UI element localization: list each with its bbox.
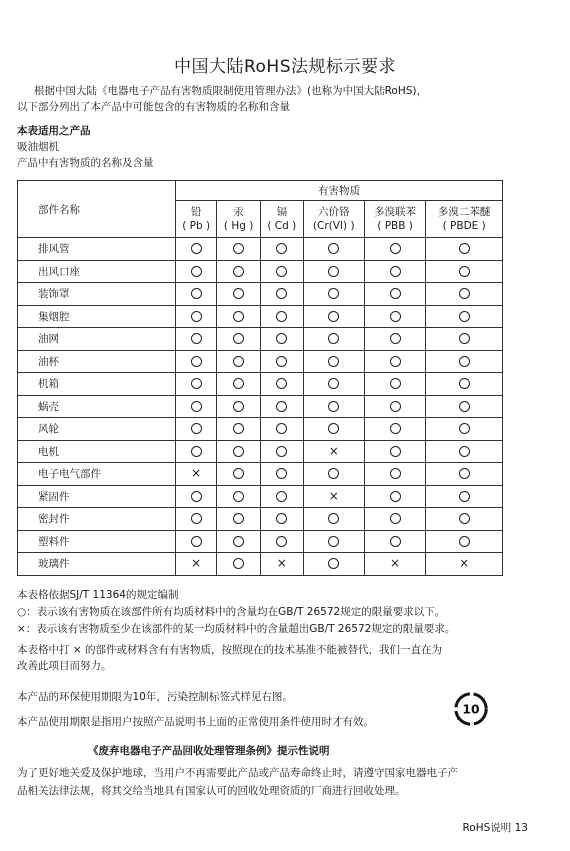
- note-o-meaning: ○：表示该有害物质在该部件所有均质材料中的含量均在GB/T 26572规定的限量要求以下。: [17, 606, 446, 618]
- compliant-circle-icon: [328, 536, 339, 547]
- recycle-line-1: 为了更好地关爱及保护地球，当用户不再需要此产品或产品寿命终止时，请遵守国家电器电子产: [17, 767, 458, 779]
- compliant-circle-icon: [233, 468, 244, 479]
- substance-mark-cell: [217, 485, 261, 508]
- table-row: [18, 395, 503, 418]
- compliant-circle-icon: [390, 536, 401, 547]
- substance-mark-cell: [426, 283, 503, 306]
- note-basis: 本表格依据SJ/T 11364的规定编制: [17, 589, 179, 601]
- compliant-circle-icon: [328, 356, 339, 367]
- part-name-cell: 电机: [18, 440, 176, 463]
- compliant-circle-icon: [328, 333, 339, 344]
- substance-mark-cell: [176, 463, 217, 486]
- substance-mark-cell: [260, 508, 303, 531]
- substance-mark-cell: [426, 350, 503, 373]
- substance-mark-cell: [303, 260, 364, 283]
- compliant-circle-icon: [328, 266, 339, 277]
- substance-mark-cell: [176, 328, 217, 351]
- substance-mark-cell: [260, 553, 303, 576]
- substance-column-header: [426, 201, 503, 238]
- compliant-circle-icon: [276, 333, 287, 344]
- compliant-circle-icon: [328, 378, 339, 389]
- substance-mark-cell: [176, 440, 217, 463]
- table-caption: 产品中有害物质的名称及含量: [17, 157, 154, 169]
- substance-mark-cell: [217, 328, 261, 351]
- substance-mark-cell: [364, 553, 426, 576]
- exceeds-limit-cross-icon: ×: [328, 443, 339, 458]
- substance-symbol: (Cr(VI) ): [312, 220, 355, 232]
- substance-mark-cell: [303, 418, 364, 441]
- substance-mark-cell: [217, 350, 261, 373]
- compliant-circle-icon: [276, 536, 287, 547]
- substance-symbol: ( Pb ): [182, 220, 211, 232]
- table-row: [18, 418, 503, 441]
- compliant-circle-icon: [390, 378, 401, 389]
- substance-name: 多溴联苯: [374, 206, 417, 218]
- substance-mark-cell: [426, 485, 503, 508]
- compliant-circle-icon: [459, 401, 470, 412]
- substance-mark-cell: [364, 530, 426, 553]
- substance-mark-cell: [260, 530, 303, 553]
- part-name-cell: 集烟腔: [18, 305, 176, 328]
- substance-mark-cell: [217, 508, 261, 531]
- compliant-circle-icon: [191, 311, 202, 322]
- compliant-circle-icon: [459, 333, 470, 344]
- compliant-circle-icon: [233, 266, 244, 277]
- exceeds-limit-cross-icon: ×: [191, 466, 202, 481]
- substance-mark-cell: [260, 260, 303, 283]
- substance-name: 多溴二苯醚: [437, 206, 491, 218]
- table-row: [18, 328, 503, 351]
- substance-symbol: ( Cd ): [267, 220, 297, 232]
- substance-mark-cell: [426, 238, 503, 261]
- compliant-circle-icon: [191, 536, 202, 547]
- substance-group-header: 有害物质: [176, 181, 503, 201]
- compliant-circle-icon: [459, 243, 470, 254]
- substance-mark-cell: [426, 463, 503, 486]
- compliant-circle-icon: [390, 468, 401, 479]
- compliant-circle-icon: [459, 266, 470, 277]
- compliant-circle-icon: [459, 311, 470, 322]
- compliant-circle-icon: [276, 491, 287, 502]
- substance-mark-cell: [176, 373, 217, 396]
- table-row: [18, 530, 503, 553]
- compliant-circle-icon: [390, 288, 401, 299]
- compliant-circle-icon: [233, 401, 244, 412]
- substance-mark-cell: [364, 238, 426, 261]
- part-name-cell: 密封件: [18, 508, 176, 531]
- compliant-circle-icon: [191, 401, 202, 412]
- table-row: [18, 305, 503, 328]
- compliant-circle-icon: [390, 513, 401, 524]
- part-name-cell: 塑料件: [18, 530, 176, 553]
- compliant-circle-icon: [233, 243, 244, 254]
- substance-mark-cell: [303, 283, 364, 306]
- compliant-circle-icon: [328, 288, 339, 299]
- compliant-circle-icon: [276, 266, 287, 277]
- part-name-cell: 排风管: [18, 238, 176, 261]
- substance-symbol: ( PBDE ): [442, 220, 486, 232]
- substance-mark-cell: [260, 283, 303, 306]
- env-period-text: 本产品的环保使用期限为10年，污染控制标签式样见右图。: [17, 691, 293, 703]
- substance-mark-cell: [426, 328, 503, 351]
- compliant-circle-icon: [276, 288, 287, 299]
- substance-mark-cell: [303, 508, 364, 531]
- substance-name: 铅: [190, 206, 202, 218]
- compliant-circle-icon: [276, 311, 287, 322]
- substance-mark-cell: [176, 238, 217, 261]
- substance-mark-cell: [364, 485, 426, 508]
- substance-mark-cell: [426, 508, 503, 531]
- substance-mark-cell: [176, 305, 217, 328]
- compliant-circle-icon: [276, 356, 287, 367]
- compliant-circle-icon: [459, 491, 470, 502]
- table-row: [18, 508, 503, 531]
- substance-mark-cell: [260, 485, 303, 508]
- product-name: 吸油烟机: [17, 141, 59, 153]
- exceeds-limit-cross-icon: ×: [328, 488, 339, 503]
- substance-mark-cell: [260, 350, 303, 373]
- substance-mark-cell: [260, 328, 303, 351]
- compliant-circle-icon: [191, 491, 202, 502]
- exceeds-limit-cross-icon: ×: [459, 556, 470, 571]
- environment-protection-period-icon: [452, 690, 490, 728]
- compliant-circle-icon: [233, 288, 244, 299]
- compliant-circle-icon: [233, 513, 244, 524]
- compliant-circle-icon: [191, 266, 202, 277]
- substance-column-header: [176, 201, 217, 238]
- part-name-cell: 玻璃件: [18, 553, 176, 576]
- substance-mark-cell: [176, 508, 217, 531]
- compliant-circle-icon: [233, 311, 244, 322]
- intro-line-2: 以下部分列出了本产品中可能包含的有害物质的名称和含量: [17, 101, 290, 113]
- recycle-line-2: 品相关法律法规，将其交给当地具有国家认可的回收处理资质的厂商进行回收处理。: [17, 785, 406, 797]
- substance-mark-cell: [217, 530, 261, 553]
- part-name-cell: 风轮: [18, 418, 176, 441]
- substance-mark-cell: [176, 395, 217, 418]
- substance-mark-cell: [260, 305, 303, 328]
- substance-symbol: ( PBB ): [377, 220, 413, 232]
- compliant-circle-icon: [233, 333, 244, 344]
- compliant-circle-icon: [459, 513, 470, 524]
- compliant-circle-icon: [328, 513, 339, 524]
- compliant-circle-icon: [390, 243, 401, 254]
- substance-mark-cell: [260, 418, 303, 441]
- substance-mark-cell: [426, 395, 503, 418]
- compliant-circle-icon: [390, 356, 401, 367]
- table-row: [18, 485, 503, 508]
- compliant-circle-icon: [276, 401, 287, 412]
- exceeds-limit-cross-icon: ×: [191, 556, 202, 571]
- substance-mark-cell: [364, 328, 426, 351]
- substance-mark-cell: [426, 440, 503, 463]
- compliant-circle-icon: [191, 378, 202, 389]
- part-name-cell: 出风口座: [18, 260, 176, 283]
- part-name-cell: 机箱: [18, 373, 176, 396]
- substance-mark-cell: [364, 463, 426, 486]
- compliant-circle-icon: [459, 423, 470, 434]
- substance-mark-cell: [303, 328, 364, 351]
- compliant-circle-icon: [328, 311, 339, 322]
- substance-mark-cell: [217, 440, 261, 463]
- table-row: [18, 553, 503, 576]
- substance-mark-cell: [364, 283, 426, 306]
- compliant-circle-icon: [233, 446, 244, 457]
- table-row: [18, 463, 503, 486]
- substance-mark-cell: [176, 350, 217, 373]
- table-row: [18, 238, 503, 261]
- substance-mark-cell: [303, 440, 364, 463]
- substance-mark-cell: [176, 260, 217, 283]
- compliant-circle-icon: [276, 446, 287, 457]
- substance-mark-cell: [426, 418, 503, 441]
- compliant-circle-icon: [328, 558, 339, 569]
- substance-mark-cell: [426, 305, 503, 328]
- substance-column-header: [217, 201, 261, 238]
- exceeds-limit-cross-icon: ×: [390, 556, 401, 571]
- substance-mark-cell: [260, 373, 303, 396]
- compliant-circle-icon: [390, 333, 401, 344]
- compliant-circle-icon: [276, 243, 287, 254]
- compliant-circle-icon: [191, 356, 202, 367]
- substance-mark-cell: [217, 395, 261, 418]
- substance-mark-cell: [217, 283, 261, 306]
- substance-mark-cell: [364, 305, 426, 328]
- substance-mark-cell: [217, 418, 261, 441]
- substance-column-header: [303, 201, 364, 238]
- substance-mark-cell: [217, 260, 261, 283]
- substance-mark-cell: [217, 305, 261, 328]
- substance-mark-cell: [364, 418, 426, 441]
- compliant-circle-icon: [233, 378, 244, 389]
- compliant-circle-icon: [233, 491, 244, 502]
- substance-mark-cell: [364, 373, 426, 396]
- substance-symbol: ( Hg ): [223, 220, 254, 232]
- intro-line-1: 根据中国大陆《电器电子产品有害物质限制使用管理办法》(也称为中国大陆RoHS)，: [34, 85, 427, 97]
- compliant-circle-icon: [328, 423, 339, 434]
- logo-number: 10: [462, 702, 480, 717]
- compliant-circle-icon: [191, 446, 202, 457]
- compliant-circle-icon: [233, 423, 244, 434]
- table-row: [18, 373, 503, 396]
- compliant-circle-icon: [276, 423, 287, 434]
- compliant-circle-icon: [390, 446, 401, 457]
- substance-mark-cell: [303, 463, 364, 486]
- substance-mark-cell: [176, 485, 217, 508]
- substance-mark-cell: [303, 373, 364, 396]
- part-name-cell: 紧固件: [18, 485, 176, 508]
- compliant-circle-icon: [459, 536, 470, 547]
- exceeds-limit-cross-icon: ×: [276, 556, 287, 571]
- substance-mark-cell: [364, 350, 426, 373]
- substance-mark-cell: [303, 485, 364, 508]
- table-row: [18, 283, 503, 306]
- compliant-circle-icon: [459, 378, 470, 389]
- substance-mark-cell: [303, 305, 364, 328]
- compliant-circle-icon: [191, 333, 202, 344]
- substance-mark-cell: [426, 373, 503, 396]
- substance-name: 汞: [233, 206, 244, 218]
- product-heading: 本表适用之产品: [17, 125, 91, 137]
- table-row: [18, 350, 503, 373]
- compliant-circle-icon: [390, 423, 401, 434]
- recycle-heading: 《废弃电器电子产品回收处理管理条例》提示性说明: [88, 745, 330, 757]
- hazardous-substance-table: [17, 180, 503, 576]
- compliant-circle-icon: [459, 446, 470, 457]
- note-paragraph-line-2: 改善此项目而努力。: [17, 660, 112, 672]
- substance-mark-cell: [217, 463, 261, 486]
- part-name-header: 部件名称: [18, 181, 176, 238]
- compliant-circle-icon: [459, 468, 470, 479]
- compliant-circle-icon: [328, 243, 339, 254]
- substance-mark-cell: [217, 553, 261, 576]
- substance-mark-cell: [303, 395, 364, 418]
- substance-mark-cell: [176, 530, 217, 553]
- compliant-circle-icon: [459, 356, 470, 367]
- part-name-cell: 油杯: [18, 350, 176, 373]
- compliant-circle-icon: [191, 513, 202, 524]
- substance-mark-cell: [260, 395, 303, 418]
- substance-mark-cell: [426, 553, 503, 576]
- page-title: 中国大陆RoHS法规标示要求: [173, 57, 397, 77]
- substance-mark-cell: [364, 260, 426, 283]
- part-name-cell: 装饰罩: [18, 283, 176, 306]
- substance-mark-cell: [303, 350, 364, 373]
- substance-mark-cell: [217, 238, 261, 261]
- substance-mark-cell: [260, 463, 303, 486]
- substance-mark-cell: [303, 553, 364, 576]
- substance-name: 镉: [276, 206, 288, 218]
- compliant-circle-icon: [390, 491, 401, 502]
- part-name-cell: 蜗壳: [18, 395, 176, 418]
- compliant-circle-icon: [191, 243, 202, 254]
- substance-name: 六价铬: [317, 206, 350, 218]
- compliant-circle-icon: [233, 558, 244, 569]
- compliant-circle-icon: [233, 356, 244, 367]
- compliant-circle-icon: [328, 468, 339, 479]
- substance-mark-cell: [303, 238, 364, 261]
- substance-mark-cell: [303, 530, 364, 553]
- part-name-cell: 油网: [18, 328, 176, 351]
- substance-mark-cell: [426, 530, 503, 553]
- table-row: [18, 440, 503, 463]
- substance-mark-cell: [176, 553, 217, 576]
- substance-mark-cell: [260, 440, 303, 463]
- page-footer: RoHS说明 13: [462, 822, 528, 834]
- compliant-circle-icon: [390, 266, 401, 277]
- compliant-circle-icon: [191, 423, 202, 434]
- compliant-circle-icon: [276, 468, 287, 479]
- substance-mark-cell: [364, 508, 426, 531]
- substance-mark-cell: [176, 283, 217, 306]
- substance-mark-cell: [364, 440, 426, 463]
- part-name-cell: 电子电气部件: [18, 463, 176, 486]
- table-row: [18, 260, 503, 283]
- note-x-meaning: ×：表示该有害物质至少在该部件的某一均质材料中的含量超出GB/T 26572规定的限量要求。: [17, 623, 456, 635]
- compliant-circle-icon: [328, 401, 339, 412]
- compliant-circle-icon: [191, 288, 202, 299]
- compliant-circle-icon: [390, 311, 401, 322]
- substance-column-header: [260, 201, 303, 238]
- compliant-circle-icon: [390, 401, 401, 412]
- substance-mark-cell: [364, 395, 426, 418]
- compliant-circle-icon: [276, 378, 287, 389]
- compliant-circle-icon: [276, 513, 287, 524]
- compliant-circle-icon: [459, 288, 470, 299]
- substance-mark-cell: [176, 418, 217, 441]
- use-period-text: 本产品使用期限是指用户按照产品说明书上面的正常使用条件使用时才有效。: [17, 716, 374, 728]
- substance-column-header: [364, 201, 426, 238]
- note-paragraph-line-1: 本表格中打 × 的部件或材料含有有害物质，按照现在的技术基准不能被替代，我们一直在为: [17, 644, 442, 656]
- substance-mark-cell: [217, 373, 261, 396]
- substance-mark-cell: [426, 260, 503, 283]
- substance-mark-cell: [260, 238, 303, 261]
- compliant-circle-icon: [233, 536, 244, 547]
